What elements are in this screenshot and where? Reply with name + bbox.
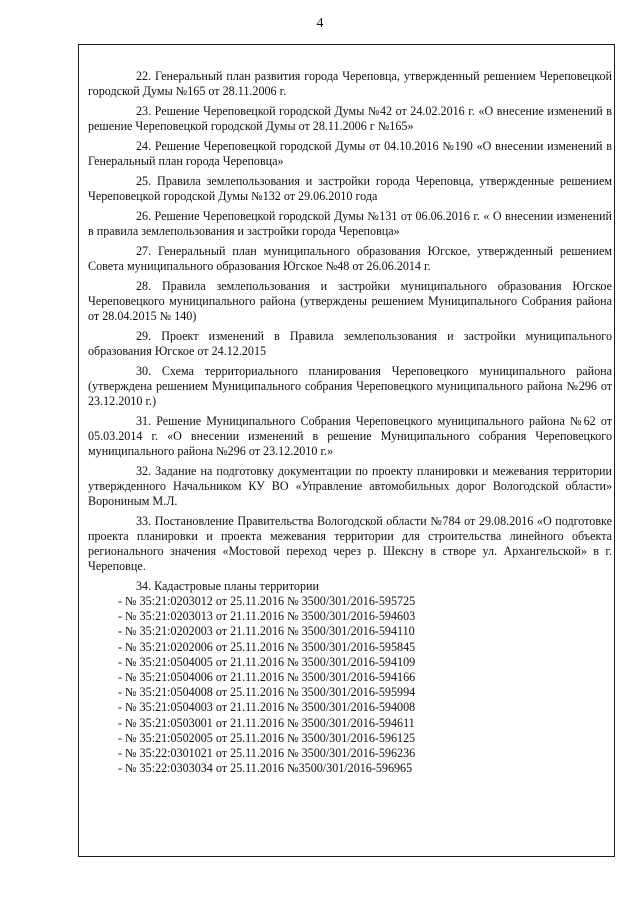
cadastral-item: - № 35:21:0203012 от 25.11.2016 № 3500/301/2016-595725 (118, 594, 416, 608)
reference-item: 30. Схема территориального планирования Череповецкого муниципального района (утверждена решением Муниципального собрания Череповецкого муниципального района №296 от 23.12.2010 г.) (88, 364, 612, 408)
cadastral-item: - № 35:21:0504008 от 25.11.2016 № 3500/301/2016-595994 (118, 685, 416, 700)
cadastral-item: - № 35:21:0202003 от 21.11.2016 № 3500/301/2016-594110 (118, 624, 415, 639)
cadastral-item: - № 35:21:0202006 от 25.11.2016 № 3500/301/2016-595845 (118, 639, 416, 654)
document-body (88, 69, 612, 776)
reference-item: 27. Генеральный план муниципального образования Югское, утвержденный решением Совета муниципального образования Югское №48 от 26.06.2014 г. (88, 244, 612, 273)
reference-item: 29. Проект изменений в Правила землепользования и застройки муниципального образования Югское от 24.12.2015 (88, 329, 612, 358)
cadastral-item: - № 35:21:0504003 от 21.11.2016 № 3500/301/2016-594008 (118, 700, 416, 715)
reference-item: 25. Правила землепользования и застройки города Череповца, утвержденные решением Череповецкой городской Думы №132 от 29.06.2010 года (88, 174, 612, 203)
reference-item: 32. Задание на подготовку документации по проекту планировки и межевания территории утвержденного Начальником КУ ВО «Управление автомобильных дорог Вологодской области» Ворониным М.Л. (88, 464, 612, 508)
cadastral-item: - № 35:21:0503001 от 21.11.2016 № 3500/301/2016-594611 (118, 715, 415, 730)
reference-item: 31. Решение Муниципального Собрания Череповецкого муниципального района №62 от 05.03.2014 г. «О внесении изменений в решение Муниципального собрания Череповецкого муниципального района №296 от 23.12.2010 г.» (88, 414, 612, 458)
cadastral-item: - № 35:21:0504005 от 21.11.2016 № 3500/301/2016-594109 (118, 654, 416, 669)
reference-item: 28. Правила землепользования и застройки муниципального образования Югское Череповецкого муниципального района (утверждены решением Муниципального Собрания района от 28.04.2015 № 140) (88, 279, 612, 323)
cadastral-item: - № 35:22:0301021 от 25.11.2016 № 3500/301/2016-596236 (118, 745, 416, 760)
cadastral-item: - № 35:22:0303034 от 25.11.2016 №3500/301/2016-596965 (118, 761, 413, 776)
reference-item: 33. Постановление Правительства Вологодской области №784 от 29.08.2016 «О подготовке проекта планировки и проекта межевания территории для строительства линейного объекта регионального значения «Мостовой переход через р. Шексну в створе ул. Архангельской» в г. Череповце. (88, 514, 612, 573)
reference-item: 26. Решение Череповецкой городской Думы №131 от 06.06.2016 г. « О внесении изменений в правила землепользования и застройки города Череповца» (88, 209, 612, 238)
cadastral-item: - № 35:21:0203013 от 21.11.2016 № 3500/301/2016-594603 (118, 609, 416, 624)
page-number: 4 (316, 16, 324, 31)
cadastral-list (88, 594, 612, 776)
cadastral-item: - № 35:21:0502005 от 25.11.2016 № 3500/301/2016-596125 (118, 730, 416, 745)
cadastral-item: - № 35:21:0504006 от 21.11.2016 № 3500/301/2016-594166 (118, 669, 416, 684)
reference-item: 24. Решение Череповецкой городской Думы от 04.10.2016 №190 «О внесении изменений в Генеральный план города Череповца» (88, 139, 612, 168)
reference-list (88, 69, 612, 574)
reference-item: 23. Решение Череповецкой городской Думы №42 от 24.02.2016 г. «О внесение изменений в решение Череповецкой городской Думы от 28.11.2006 г №165» (88, 104, 612, 133)
cadastral-heading: 34. Кадастровые планы территории (136, 579, 319, 593)
reference-item: 22. Генеральный план развития города Череповца, утвержденный решением Череповецкой городской Думы №165 от 28.11.2006 г. (88, 69, 612, 98)
